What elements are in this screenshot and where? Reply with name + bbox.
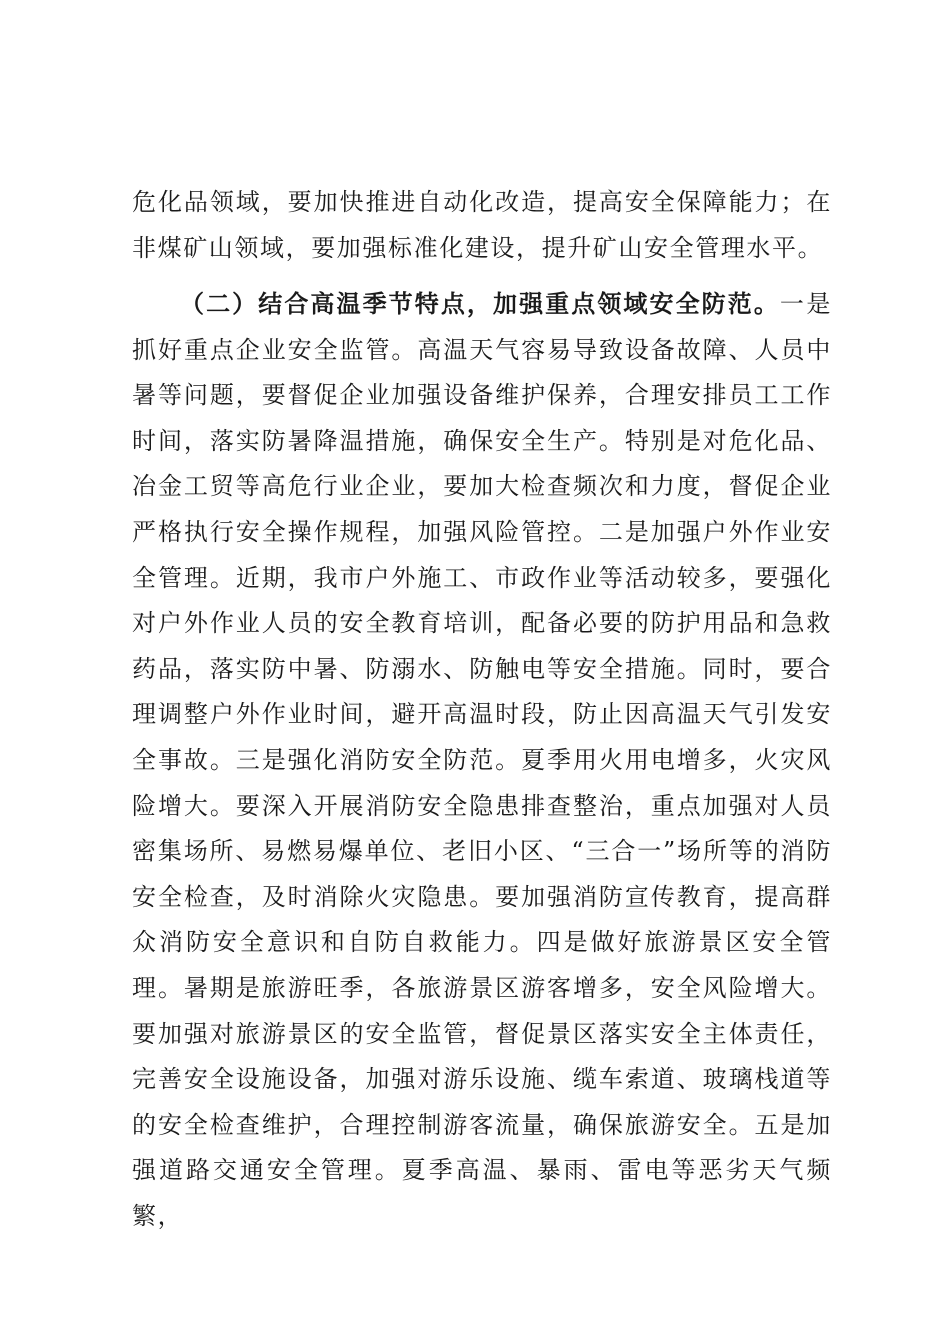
paragraph-continuation — [132, 180, 832, 271]
section-heading: （二）结合高温季节特点，加强重点领域安全防范。 — [180, 290, 780, 318]
paragraph-1-text: 危化品领域，要加快推进自动化改造，提高安全保障能力；在非煤矿山领域，要加强标准化建设，提升矿山安全管理水平。 — [132, 188, 832, 262]
paragraph-2 — [132, 282, 832, 1239]
section-body: 一是抓好重点企业安全监管。高温天气容易导致设备故障、人员中暑等问题，要督促企业加强设备维护保养，合理安排员工工作时间，落实防暑降温措施，确保安全生产。特别是对危化品、冶金工贸等高危行业企业，要加大检查频次和力度，督促企业严格执行安全操作规程，加强风险管控。二是加强户外作业安全管理。近期，我市户外施工、市政作业等活动较多，要强化对户外作业人员的安全教育培训，配备必要的防护用品和急救药品，落实防中暑、防溺水、防触电等安全措施。同时，要合理调整户外作业时间，避开高温时段，防止因高温天气引发安全事故。三是强化消防安全防范。夏季用火用电增多，火灾风险增大。要深入开展消防安全隐患排查整治，重点加强对人员密集场所、易燃易爆单位、老旧小区、“三合一”场所等的消防安全检查，及时消除火灾隐患。要加强消防宣传教育，提高群众消防安全意识和自防自救能力。四是做好旅游景区安全管理。暑期是旅游旺季，各旅游景区游客增多，安全风险增大。要加强对旅游景区的安全监管，督促景区落实安全主体责任，完善安全设施设备，加强对游乐设施、缆车索道、玻璃栈道等的安全检查维护，合理控制游客流量，确保旅游安全。五是加强道路交通安全管理。夏季高温、暴雨、雷电等恶劣天气频繁， — [132, 290, 832, 1230]
paragraph-section-two — [132, 282, 832, 1239]
